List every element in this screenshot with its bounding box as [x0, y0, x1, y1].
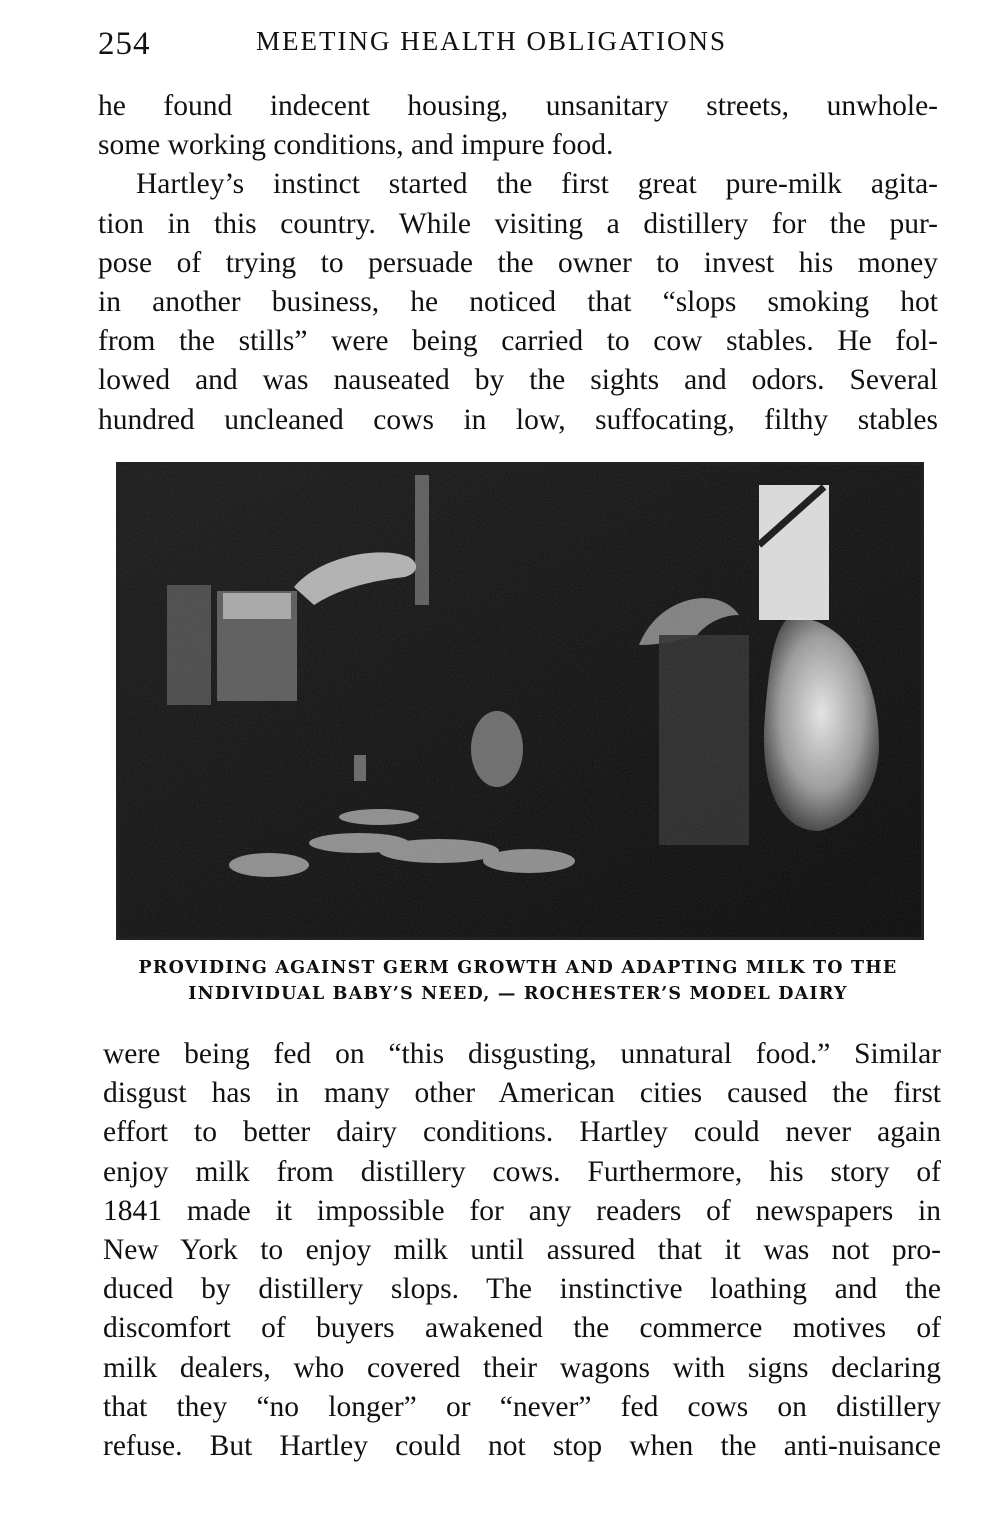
text-line: enjoy milk from distillery cows. Furthermore, his story of — [103, 1155, 941, 1188]
text-line: effort to better dairy conditions. Hartley could never again — [103, 1116, 941, 1149]
text-line: in another business, he noticed that “slops smoking hot — [98, 286, 938, 319]
page-number: 254 — [98, 26, 151, 62]
text-line: from the stills” were being carried to cow stables. He fol- — [98, 325, 938, 358]
caption-line: PROVIDING AGAINST GERM GROWTH AND ADAPTING MILK TO THE — [138, 958, 898, 978]
text-line: Hartley’s instinct started the first great pure-milk agita- — [136, 168, 938, 201]
text-line: he found indecent housing, unsanitary streets, unwhole- — [98, 90, 938, 122]
text-line: duced by distillery slops. The instinctive loathing and the — [103, 1273, 941, 1306]
text-line: milk dealers, who covered their wagons with signs declaring — [103, 1351, 941, 1384]
text-line: lowed and was nauseated by the sights and odors. Several — [98, 364, 938, 397]
text-line: discomfort of buyers awakened the commerce motives of — [103, 1312, 941, 1345]
running-head: MEETING HEALTH OBLIGATIONS — [256, 26, 727, 56]
text-line: some working conditions, and impure food. — [98, 129, 614, 162]
text-line: were being fed on “this disgusting, unnatural food.” Similar — [103, 1038, 941, 1070]
text-line: 1841 made it impossible for any readers of newspapers in — [103, 1194, 941, 1227]
text-line: hundred uncleaned cows in low, suffocating, filthy stables — [98, 403, 938, 436]
text-line: disgust has in many other American cities caused the first — [103, 1077, 941, 1110]
text-line: tion in this country. While visiting a distillery for the pur- — [98, 207, 938, 240]
text-line: that they “no longer” or “never” fed cows on distillery — [103, 1390, 941, 1423]
text-line: New York to enjoy milk until assured that it was not pro- — [103, 1234, 941, 1267]
figure-caption — [98, 955, 938, 1007]
text-line: pose of trying to persuade the owner to invest his money — [98, 246, 938, 279]
photograph-illustration — [119, 465, 921, 937]
dairy-photograph — [116, 462, 924, 940]
body-text-bottom — [103, 1035, 941, 1466]
text-line: refuse. But Hartley could not stop when the anti-nuisance — [103, 1430, 941, 1463]
caption-line: INDIVIDUAL BABY’S NEED, — ROCHESTER’S MODEL DAIRY — [188, 984, 848, 1004]
page-header — [98, 22, 938, 62]
body-text-top — [98, 87, 938, 440]
